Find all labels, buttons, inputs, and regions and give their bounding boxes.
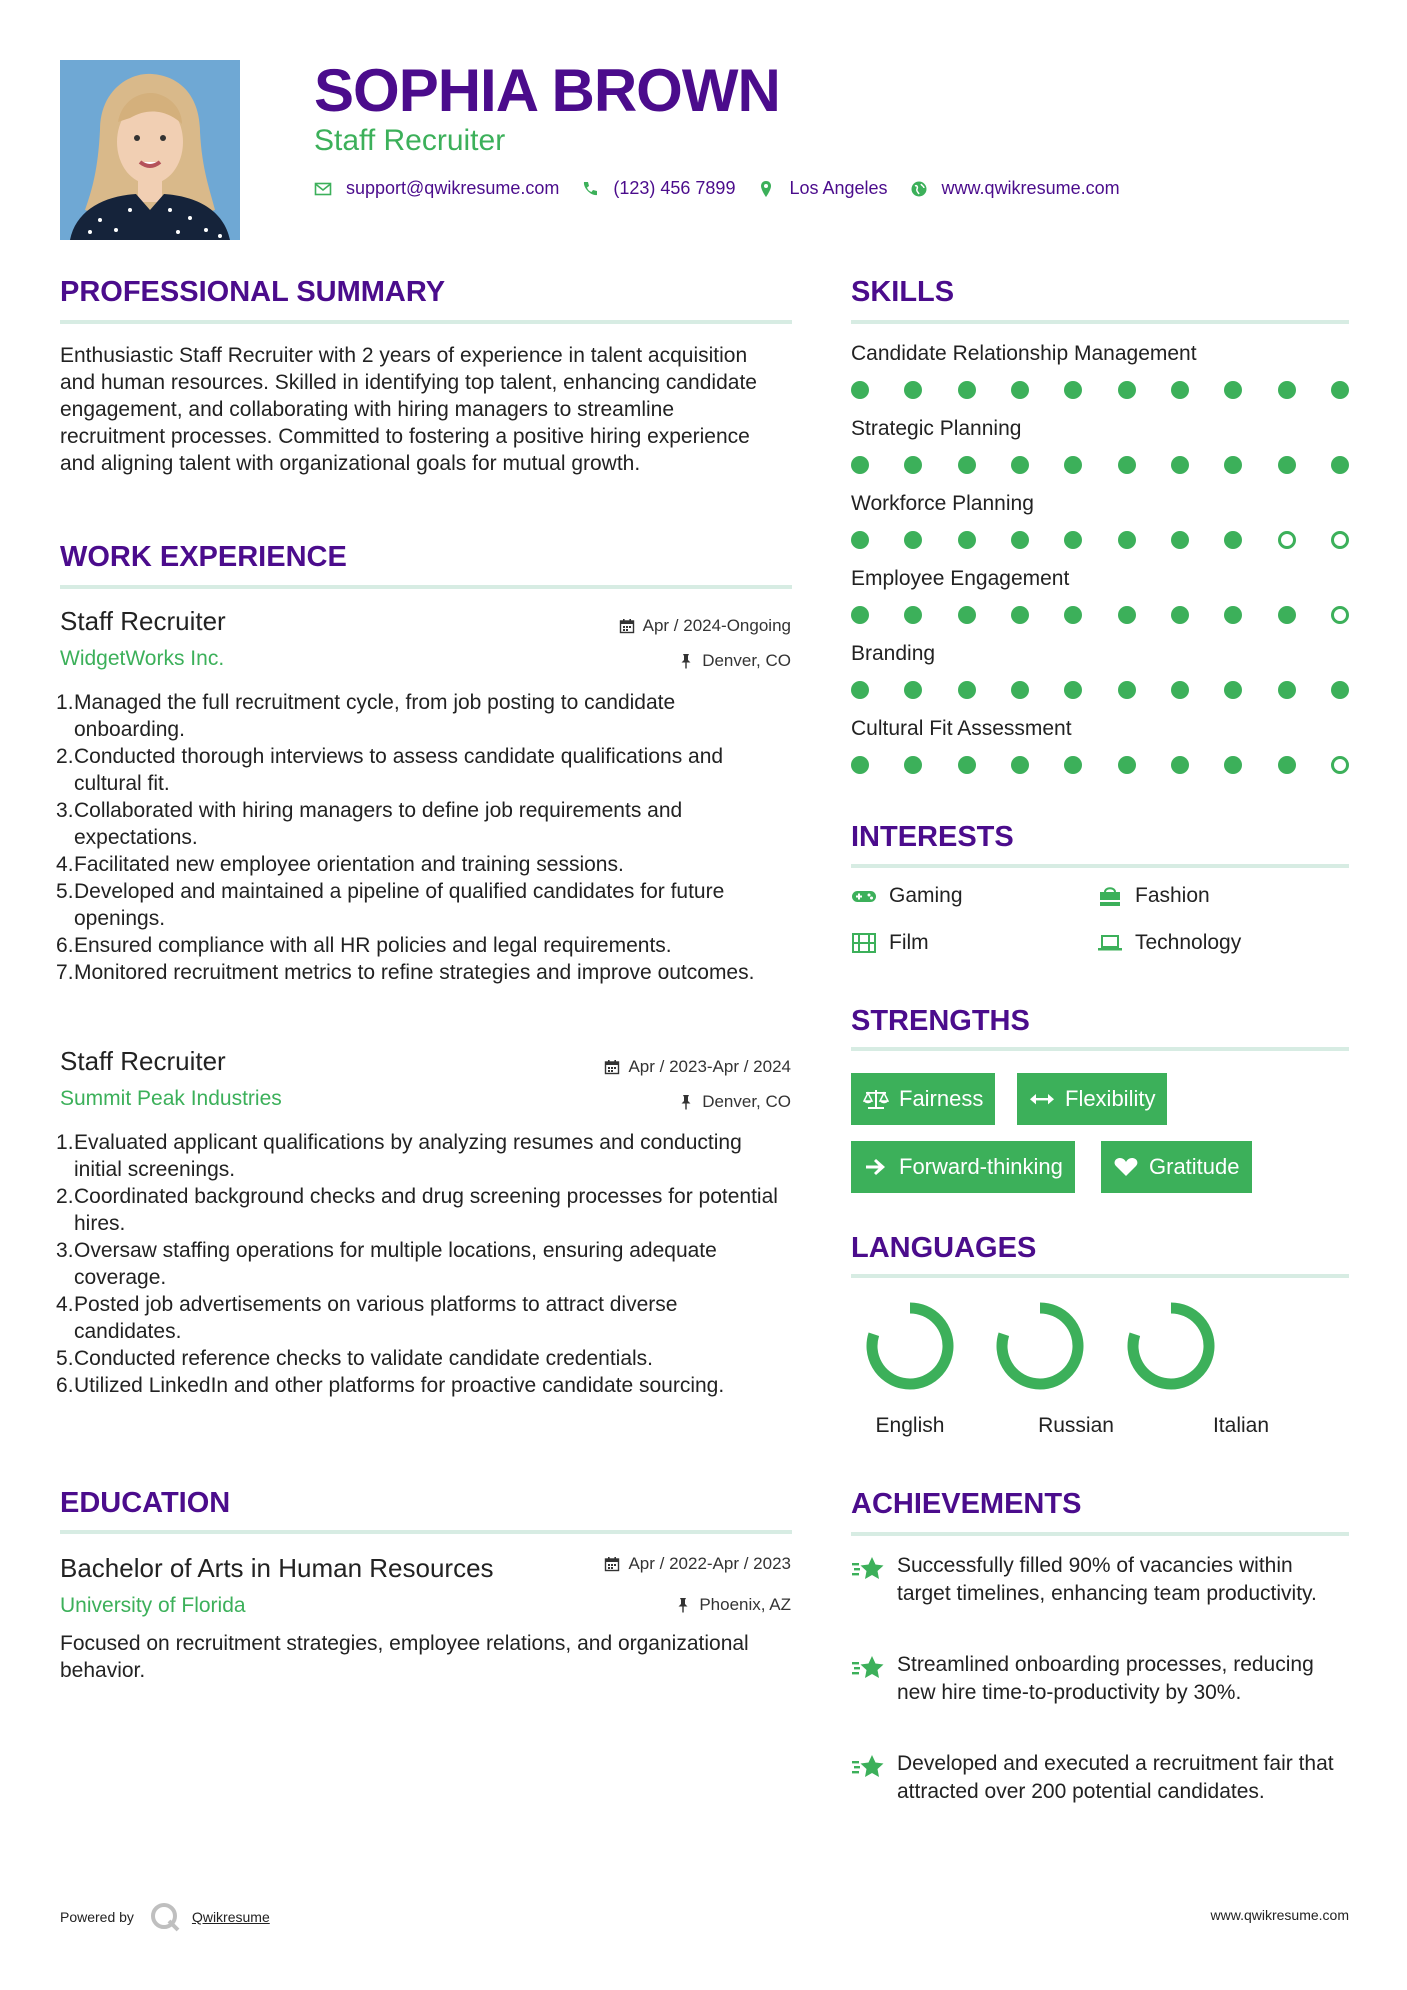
skill-label: Employee Engagement: [851, 567, 1070, 590]
skill-dot-filled: [1118, 456, 1136, 474]
footer-url[interactable]: www.qwikresume.com: [1210, 1907, 1349, 1923]
powered-by-text: Powered by: [60, 1909, 134, 1925]
strength-label: Gratitude: [1149, 1154, 1240, 1179]
skill-dot-filled: [1224, 606, 1242, 624]
skill-dot-filled: [1331, 681, 1349, 699]
education-rule: [60, 1530, 792, 1534]
interest-item-film: [851, 931, 929, 955]
candidate-name: SOPHIA BROWN: [314, 57, 780, 124]
phone-icon: [581, 180, 599, 198]
education-school: University of Florida: [60, 1594, 246, 1617]
job-1-duties: [56, 689, 776, 986]
skill-dot-filled: [1171, 531, 1189, 549]
skill-dot-filled: [958, 681, 976, 699]
achievement-text: Streamlined onboarding processes, reducing new hire time-to-productivity by 30%.: [897, 1653, 1314, 1704]
skill-dot-filled: [1064, 606, 1082, 624]
skill-dot-filled: [851, 531, 869, 549]
globe-icon: [910, 180, 928, 198]
list-item: Posted job advertisements on various platforms to attract diverse candidates.: [74, 1293, 678, 1343]
skill-dot-filled: [1064, 381, 1082, 399]
list-item: Collaborated with hiring managers to define job requirements and expectations.: [74, 799, 683, 849]
calendar-icon: [619, 618, 635, 634]
contact-bar: [314, 178, 1142, 199]
skill-dot-filled: [1278, 606, 1296, 624]
skill-rating: [851, 381, 1349, 399]
skill-dot-filled: [851, 456, 869, 474]
languages-rule: [851, 1274, 1349, 1278]
skill-dot-filled: [1278, 756, 1296, 774]
achievement-item: [851, 1552, 1351, 1608]
job-2-duties: [56, 1129, 786, 1399]
skill-label: Strategic Planning: [851, 417, 1022, 440]
skill-rating: [851, 681, 1349, 699]
qwikresume-link[interactable]: Qwikresume: [191, 1909, 270, 1925]
skill-dot-filled: [851, 756, 869, 774]
shopping-bag-icon: [1097, 885, 1123, 907]
language-label-english: English: [875, 1414, 945, 1437]
skill-rating: [851, 756, 1349, 774]
strength-label: Flexibility: [1065, 1086, 1156, 1111]
map-pin-icon: [757, 180, 775, 198]
skill-dot-filled: [1331, 381, 1349, 399]
footer-powered-by: [60, 1900, 270, 1934]
list-item: Utilized LinkedIn and other platforms for proactive candidate sourcing.: [74, 1374, 725, 1397]
achievement-item: [851, 1750, 1351, 1806]
skill-dot-filled: [1118, 681, 1136, 699]
skill-dot-filled: [851, 606, 869, 624]
skill-dot-empty: [1278, 531, 1296, 549]
contact-website-text: www.qwikresume.com: [941, 178, 1120, 198]
education-date-text: Apr / 2022-Apr / 2023: [628, 1554, 791, 1573]
skill-dot-filled: [904, 756, 922, 774]
candidate-title: Staff Recruiter: [314, 124, 506, 157]
experience-rule: [60, 585, 792, 589]
achievements-rule: [851, 1532, 1349, 1536]
strength-chip-fairness: [851, 1073, 995, 1125]
contact-phone[interactable]: [581, 178, 735, 199]
list-item: Ensured compliance with all HR policies and legal requirements.: [74, 934, 672, 957]
job-2-title: Staff Recruiter: [60, 1046, 226, 1076]
star-trophy-icon: [851, 1653, 885, 1683]
achievement-text: Successfully filled 90% of vacancies within target timelines, enhancing team productivity.: [897, 1554, 1317, 1605]
skill-dot-filled: [904, 381, 922, 399]
contact-location: [757, 178, 887, 199]
skill-dot-filled: [1278, 381, 1296, 399]
list-item: Conducted thorough interviews to assess candidate qualifications and cultural fit.: [74, 745, 724, 795]
calendar-icon: [604, 1059, 620, 1075]
skill-label: Workforce Planning: [851, 492, 1034, 515]
skill-dot-filled: [958, 756, 976, 774]
summary-rule: [60, 320, 792, 324]
list-item: Monitored recruitment metrics to refine strategies and improve outcomes.: [74, 961, 755, 984]
achievement-item: [851, 1651, 1351, 1707]
education-date: [604, 1554, 791, 1574]
job-2-location: [678, 1092, 791, 1112]
job-2-company: Summit Peak Industries: [60, 1087, 282, 1110]
strength-label: Forward-thinking: [899, 1154, 1063, 1179]
experience-heading: WORK EXPERIENCE: [60, 541, 347, 573]
skill-dot-filled: [1011, 756, 1029, 774]
skill-dot-filled: [904, 456, 922, 474]
arrows-horizontal-icon: [1029, 1088, 1055, 1110]
list-item: Facilitated new employee orientation and training sessions.: [74, 853, 624, 876]
interest-label: Technology: [1135, 931, 1242, 954]
job-2-date: [604, 1057, 791, 1077]
profile-photo: [60, 60, 240, 240]
list-item: Developed and maintained a pipeline of qualified candidates for future openings.: [74, 880, 725, 930]
strength-chip-flexibility: [1017, 1073, 1167, 1125]
skill-dot-filled: [1171, 681, 1189, 699]
skill-dot-filled: [1064, 456, 1082, 474]
summary-heading: PROFESSIONAL SUMMARY: [60, 276, 446, 308]
skill-dot-filled: [958, 606, 976, 624]
interest-item-fashion: [1097, 884, 1210, 908]
pushpin-icon: [678, 1094, 694, 1110]
contact-email[interactable]: [314, 178, 559, 199]
skills-heading: SKILLS: [851, 276, 955, 308]
strength-chip-gratitude: [1101, 1141, 1252, 1193]
skill-dot-filled: [904, 606, 922, 624]
education-location-text: Phoenix, AZ: [699, 1595, 791, 1614]
interest-label: Gaming: [889, 884, 963, 907]
skill-label: Cultural Fit Assessment: [851, 717, 1072, 740]
laptop-icon: [1097, 932, 1123, 954]
skill-dot-filled: [1224, 456, 1242, 474]
skill-dot-filled: [851, 381, 869, 399]
skill-dot-filled: [1064, 531, 1082, 549]
skill-dot-filled: [1278, 681, 1296, 699]
list-item: Managed the full recruitment cycle, from job posting to candidate onboarding.: [74, 691, 676, 741]
skill-rating: [851, 456, 1349, 474]
strengths-heading: STRENGTHS: [851, 1005, 1030, 1037]
interest-item-gaming: [851, 884, 963, 908]
skill-dot-filled: [1118, 606, 1136, 624]
skill-dot-filled: [1224, 756, 1242, 774]
skill-rating: [851, 531, 1349, 549]
languages-heading: LANGUAGES: [851, 1232, 1037, 1264]
skill-dot-filled: [958, 531, 976, 549]
language-ring-english: [872, 1308, 948, 1384]
job-1-date-text: Apr / 2024-Ongoing: [642, 616, 791, 635]
language-rings: [851, 1296, 1351, 1396]
education-heading: EDUCATION: [60, 1487, 231, 1519]
strength-label: Fairness: [899, 1086, 984, 1111]
star-trophy-icon: [851, 1554, 885, 1584]
language-label-italian: Italian: [1212, 1414, 1270, 1437]
education-location: [675, 1595, 791, 1615]
interests-heading: INTERESTS: [851, 821, 1014, 853]
skill-label: Candidate Relationship Management: [851, 342, 1197, 365]
skill-dot-filled: [1224, 381, 1242, 399]
skill-dot-filled: [1224, 531, 1242, 549]
list-item: Conducted reference checks to validate candidate credentials.: [74, 1347, 654, 1370]
calendar-icon: [604, 1556, 620, 1572]
language-ring-italian: [1133, 1308, 1209, 1384]
skill-dot-filled: [904, 531, 922, 549]
skill-dot-filled: [1118, 531, 1136, 549]
heart-icon: [1113, 1156, 1139, 1178]
skill-dot-filled: [1064, 756, 1082, 774]
education-description: Focused on recruitment strategies, employee relations, and organizational behavior.: [60, 1632, 749, 1682]
list-item: Evaluated applicant qualifications by analyzing resumes and conducting initial screenings.: [74, 1131, 742, 1181]
skill-dot-empty: [1331, 756, 1349, 774]
skill-dot-filled: [958, 456, 976, 474]
contact-website[interactable]: [910, 178, 1120, 199]
strengths-rule: [851, 1047, 1349, 1051]
star-trophy-icon: [851, 1752, 885, 1782]
qwikresume-logo-icon: [148, 1900, 182, 1934]
contact-email-text: support@qwikresume.com: [346, 178, 560, 198]
skill-dot-empty: [1331, 606, 1349, 624]
list-item: Oversaw staffing operations for multiple locations, ensuring adequate coverage.: [74, 1239, 717, 1289]
skill-dot-filled: [1224, 681, 1242, 699]
skill-dot-filled: [1011, 381, 1029, 399]
skill-dot-filled: [1171, 606, 1189, 624]
skill-dot-filled: [1118, 756, 1136, 774]
skill-rating: [851, 606, 1349, 624]
summary-text: Enthusiastic Staff Recruiter with 2 years of experience in talent acquisition and human resources. Skilled in identifying top talent, enhancing candidate engagement, and collaborating with hiring managers to streamline recruitment processes. Committed to fostering a positive hiring experience and aligning talent with organizational goals for mutual growth.: [60, 344, 757, 475]
skill-dot-filled: [1171, 456, 1189, 474]
skill-dot-filled: [1064, 681, 1082, 699]
education-degree: Bachelor of Arts in Human Resources: [60, 1553, 494, 1583]
job-2-date-text: Apr / 2023-Apr / 2024: [628, 1057, 791, 1076]
balance-scale-icon: [863, 1088, 889, 1110]
achievement-text: Developed and executed a recruitment fair that attracted over 200 potential candidates.: [897, 1752, 1334, 1803]
interest-label: Fashion: [1135, 884, 1210, 907]
envelope-icon: [314, 180, 332, 198]
list-item: Coordinated background checks and drug screening processes for potential hires.: [74, 1185, 778, 1235]
strength-chip-forward-thinking: [851, 1141, 1075, 1193]
gamepad-icon: [851, 885, 877, 907]
film-icon: [851, 932, 877, 954]
language-label-russian: Russian: [1038, 1414, 1114, 1437]
job-2-location-text: Denver, CO: [702, 1092, 791, 1111]
skill-dot-filled: [1171, 381, 1189, 399]
contact-location-text: Los Angeles: [789, 178, 888, 198]
language-ring-russian: [1002, 1308, 1078, 1384]
job-1-location: [678, 651, 791, 671]
skill-label: Branding: [851, 642, 936, 665]
arrow-right-icon: [863, 1156, 889, 1178]
interests-rule: [851, 864, 1349, 868]
pushpin-icon: [678, 653, 694, 669]
skill-dot-filled: [1011, 606, 1029, 624]
contact-phone-text: (123) 456 7899: [613, 178, 736, 198]
pushpin-icon: [675, 1597, 691, 1613]
skill-dot-empty: [1331, 531, 1349, 549]
achievements-heading: ACHIEVEMENTS: [851, 1488, 1082, 1520]
skills-rule: [851, 320, 1349, 324]
interest-label: Film: [889, 931, 929, 954]
job-1-company: WidgetWorks Inc.: [60, 647, 225, 670]
job-1-date: [619, 616, 791, 636]
skill-dot-filled: [1118, 381, 1136, 399]
skill-dot-filled: [1331, 456, 1349, 474]
skill-dot-filled: [851, 681, 869, 699]
skill-dot-filled: [958, 381, 976, 399]
skill-dot-filled: [1011, 456, 1029, 474]
job-1-title: Staff Recruiter: [60, 606, 226, 636]
skill-dot-filled: [1011, 531, 1029, 549]
skill-dot-filled: [904, 681, 922, 699]
skill-dot-filled: [1171, 756, 1189, 774]
job-1-location-text: Denver, CO: [702, 651, 791, 670]
interest-item-technology: [1097, 931, 1241, 955]
skill-dot-filled: [1278, 456, 1296, 474]
skill-dot-filled: [1011, 681, 1029, 699]
